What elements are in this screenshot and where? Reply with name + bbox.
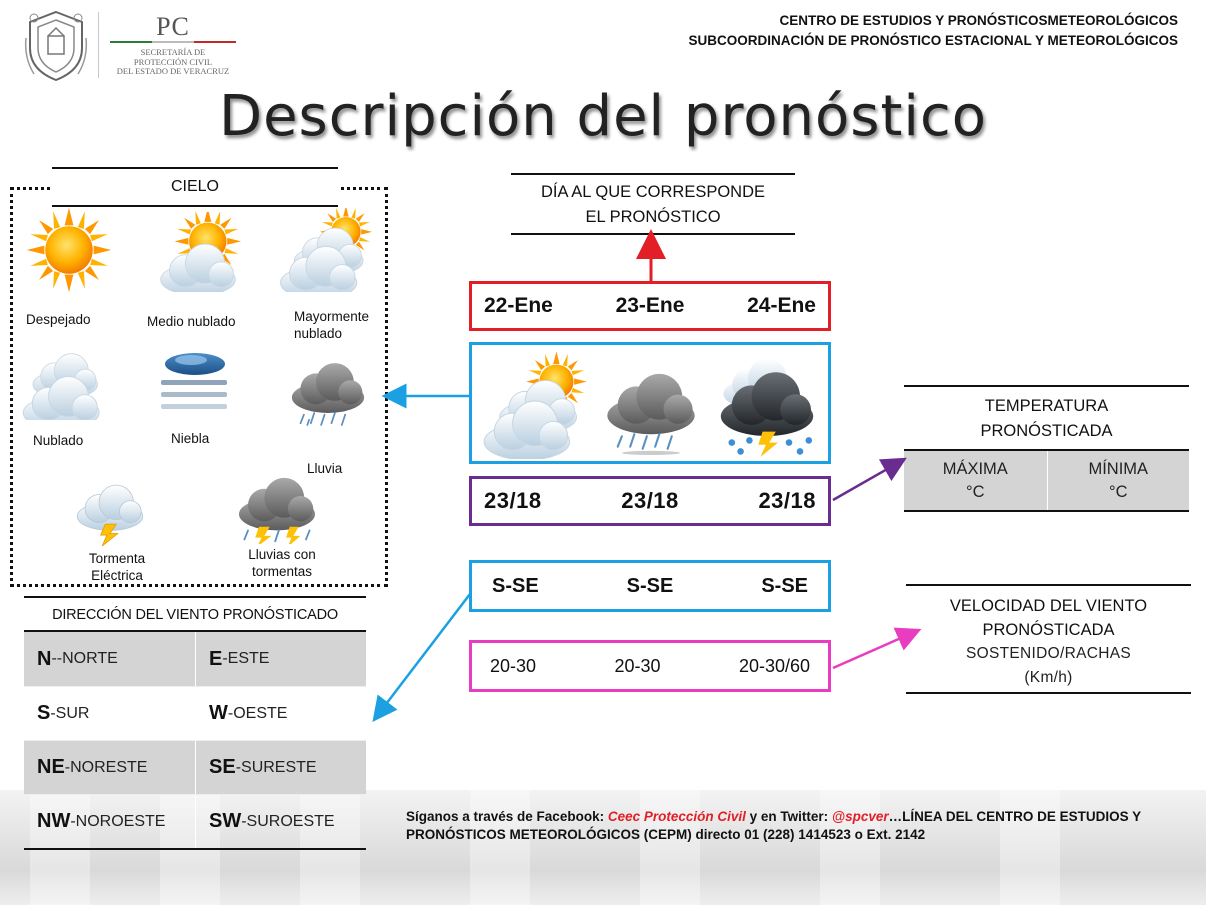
cielo-label-niebla: Niebla: [171, 431, 210, 446]
arrow-speed-to-wind-panel: [833, 634, 910, 668]
cielo-label-medio-nublado: Medio nublado: [147, 314, 236, 329]
forecast-wind-speed: 20-30: [614, 655, 661, 676]
forecast-date: 24-Ene: [747, 294, 816, 317]
wind-speed-legend-panel: VELOCIDAD DEL VIENTO PRONÓSTICADA SOSTENIDO/RACHAS (Km/h): [906, 584, 1191, 694]
forecast-wind-direction: S-SE: [761, 574, 808, 597]
rain-icon: [285, 344, 371, 426]
legend-row: [24, 794, 366, 848]
cielo-label-despejado: Despejado: [26, 312, 91, 327]
legend-cell: NW -NOROESTE: [37, 810, 166, 832]
forecast-wind-speed-box: [469, 640, 831, 692]
cielo-label-lluvia: Lluvia: [307, 461, 343, 476]
temperature-min-column: MÍNIMA °C: [1047, 451, 1190, 510]
forecast-wind-direction: S-SE: [626, 574, 674, 597]
veracruz-seal-logo: [22, 8, 90, 84]
temperature-legend-title: TEMPERATURA PRONÓSTICADA: [904, 387, 1189, 451]
forecast-temp: 23/18: [621, 488, 679, 513]
legend-row: [24, 632, 366, 686]
forecast-day-header: DÍA AL QUE CORRESPONDE EL PRONÓSTICO: [511, 173, 795, 235]
org-name-line-1: CENTRO DE ESTUDIOS Y PRONÓSTICOSMETEOROLÓGICOS: [779, 13, 1178, 28]
rain-icon: [599, 351, 703, 455]
forecast-wind-direction: S-SE: [492, 574, 539, 597]
legend-row: [24, 740, 366, 794]
cielo-label-tormenta-electrica: Tormenta Eléctrica: [88, 551, 146, 583]
twitter-link[interactable]: @spcver: [831, 809, 889, 824]
forecast-wind-speed: 20-30/60: [738, 655, 810, 676]
temperature-max-column: MÁXIMA °C: [942, 460, 1008, 501]
legend-cell: S -SUR: [37, 702, 90, 724]
forecast-wind-direction-box: [469, 560, 831, 612]
storm-icon: [71, 468, 149, 546]
forecast-date: 23-Ene: [615, 294, 685, 317]
pc-logo-subtitle: SECRETARÍA DE PROTECCIÓN CIVIL DEL ESTADO DE VERACRUZ: [116, 47, 230, 76]
cielo-title: CIELO: [52, 167, 338, 207]
clouds-icon: [17, 344, 109, 420]
mostly-cloudy-icon: [478, 347, 590, 459]
cielo-label-lluvias-con-tormentas: Lluvias con tormentas: [248, 547, 316, 579]
pc-logo-initials: PC: [156, 12, 190, 41]
legend-cell: SW -SUROESTE: [195, 795, 366, 848]
fog-icon: [157, 348, 231, 420]
rain-storm-icon: [712, 348, 822, 458]
cielo-label-nublado: Nublado: [33, 433, 84, 448]
forecast-date: 22-Ene: [484, 294, 553, 317]
page-title: Descripción del pronóstico: [218, 84, 988, 149]
legend-row: [24, 686, 366, 740]
forecast-wind-speed: 20-30: [490, 655, 537, 676]
legend-cell: W -OESTE: [195, 687, 366, 740]
arrow-direction-to-legend: [380, 594, 470, 712]
footer-contact-text: Síganos a través de Facebook: Ceec Protección Civil y en Twitter: @spcver…LÍNEA DEL CENTRO DE ESTUDIOS Y PRONÓSTICOS METEOROLÓGICOS (CEPM) directo 01 (228) 1414523 o Ext. 2142: [406, 809, 1141, 842]
logo-divider: [98, 12, 99, 78]
forecast-temps-box: [469, 476, 831, 526]
sun-cloud-icon: [153, 212, 243, 292]
legend-cell: NE -NORESTE: [37, 756, 148, 778]
sun-icon: [25, 206, 113, 294]
forecast-temp: 23/18: [758, 488, 816, 513]
temperature-legend-panel: [904, 385, 1189, 512]
forecast-temp: 23/18: [484, 488, 542, 513]
mostly-cloudy-icon: [275, 208, 375, 292]
facebook-link[interactable]: Ceec Protección Civil: [607, 809, 746, 824]
org-name-line-2: SUBCOORDINACIÓN DE PRONÓSTICO ESTACIONAL Y METEOROLÓGICOS: [688, 33, 1178, 48]
pc-logo-flag-line: [110, 41, 236, 45]
cielo-label-mayormente-nublado: Mayormente nublado: [294, 309, 370, 341]
arrow-temps-to-temp-panel: [833, 464, 896, 500]
legend-cell: E -ESTE: [195, 632, 366, 686]
legend-cell: SE -SURESTE: [195, 741, 366, 794]
forecast-sky-icons-box: [469, 342, 831, 464]
wind-direction-legend-table: [24, 632, 366, 850]
cielo-legend-panel: [10, 187, 388, 587]
temperature-legend-columns: [904, 451, 1189, 510]
legend-cell: N --NORTE: [37, 647, 118, 670]
rain-storm-icon: [231, 458, 323, 544]
forecast-dates-box: [469, 281, 831, 331]
wind-direction-legend-title: DIRECCIÓN DEL VIENTO PRONÓSTICADO: [24, 596, 366, 632]
